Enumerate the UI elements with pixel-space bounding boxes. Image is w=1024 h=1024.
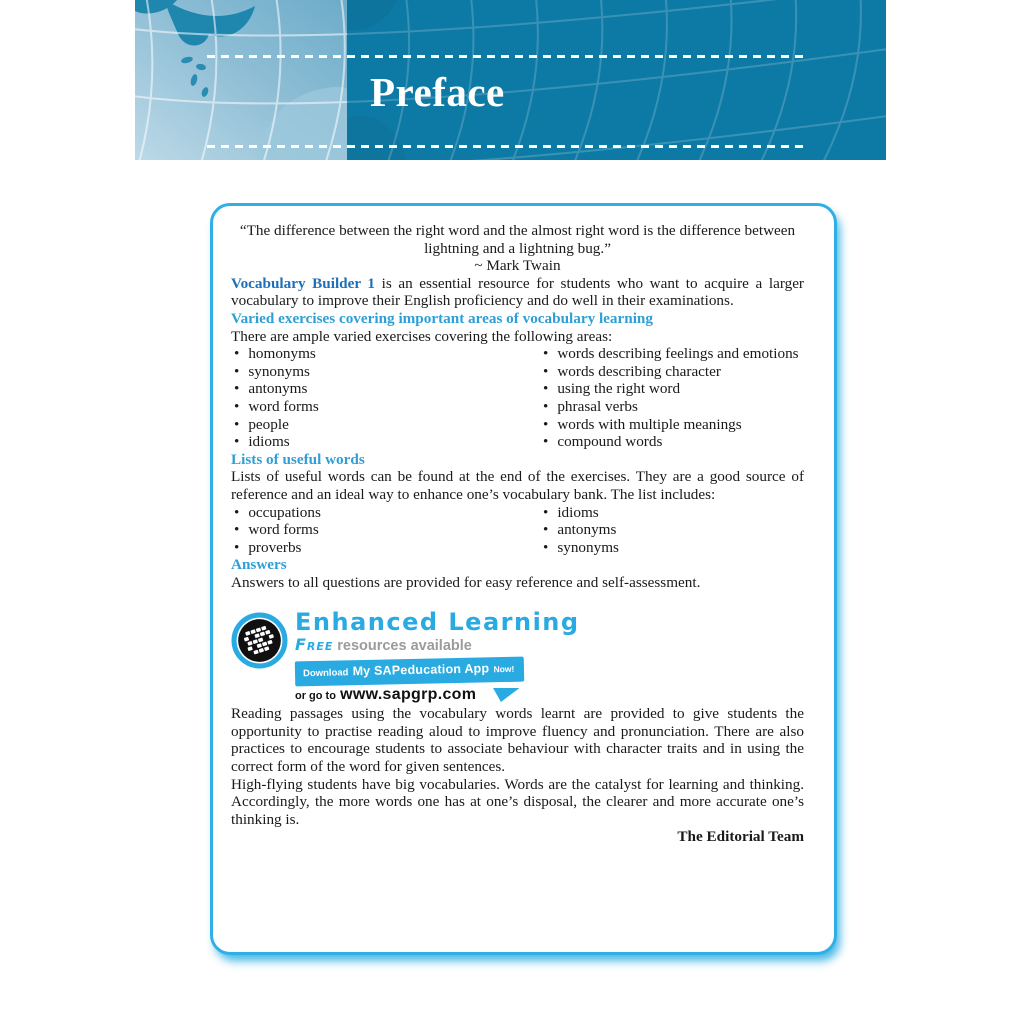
list-item-label: words describing character [557, 362, 721, 380]
useful-words-lead: Lists of useful words can be found at the end of the exercises. They are a good source of reference and an ideal way to enhance one’s vocabulary bank. The list includes: [231, 468, 804, 503]
list-item [540, 380, 804, 398]
list-item [231, 433, 540, 451]
section-heading-answers: Answers [231, 556, 287, 574]
bullet-icon: • [234, 397, 240, 415]
list-item-label: word forms [248, 397, 319, 415]
list-item-label: words describing feelings and emotions [557, 345, 799, 363]
website-url[interactable]: www.sapgrp.com [340, 685, 477, 703]
bullet-icon: • [234, 415, 240, 433]
list-item-label: antonyms [557, 521, 617, 539]
list-item-label: phrasal verbs [557, 397, 638, 415]
bullet-icon: • [543, 433, 549, 451]
list-item [231, 345, 540, 363]
header-band [135, 0, 886, 160]
banner-download-text: Download [302, 667, 349, 680]
enhanced-learning-logo-text: Enhanced Learning [295, 608, 580, 637]
list-item-label: synonyms [248, 362, 310, 380]
useful-words-column-1 [231, 504, 540, 557]
resources-available-text: resources available [337, 638, 472, 655]
list-item-label: idioms [248, 433, 290, 451]
quote-attribution: ~ Mark Twain [474, 257, 561, 275]
varied-exercises-column-2 [540, 345, 804, 451]
banner-app-name: My SAPeducation App [352, 661, 490, 679]
bullet-icon: • [543, 521, 549, 539]
list-item [231, 363, 540, 381]
website-line [295, 686, 580, 706]
varied-exercises-lists [231, 345, 804, 451]
promo-text-block [295, 609, 580, 705]
app-download-banner [295, 657, 525, 686]
intro-paragraph [231, 275, 804, 310]
bullet-icon: • [234, 503, 240, 521]
quote-text: “The difference between the right word and the almost right word is the difference between lightning and a lightning bug.” [239, 222, 796, 257]
list-item-label: using the right word [557, 380, 681, 398]
list-item-label: people [248, 415, 289, 433]
intro-text: is an essential resource for students who want to acquire a larger vocabulary to improve their English proficiency and do well in their examinations. [231, 274, 804, 310]
bullet-icon: • [543, 345, 549, 363]
useful-words-column-2 [540, 504, 804, 557]
list-item [540, 398, 804, 416]
enhanced-learning-promo [231, 609, 804, 705]
header-dashed-line-top [207, 55, 807, 58]
keyboard-circle-icon [231, 612, 288, 669]
bullet-icon: • [543, 538, 549, 556]
globe-graphic [135, 0, 886, 160]
bullet-icon: • [234, 538, 240, 556]
useful-words-lists [231, 504, 804, 557]
list-item [540, 521, 804, 539]
epigraph-quote [231, 222, 804, 275]
list-item [540, 539, 804, 557]
list-item [231, 416, 540, 434]
varied-exercises-column-1 [231, 345, 540, 451]
list-item-label: compound words [557, 433, 663, 451]
bullet-icon: • [543, 503, 549, 521]
free-word: Free [295, 635, 334, 655]
bullet-icon: • [234, 380, 240, 398]
varied-exercises-lead: There are ample varied exercises covering the following areas: [231, 327, 613, 345]
bullet-icon: • [234, 345, 240, 363]
list-item [540, 433, 804, 451]
section-heading-useful-words: Lists of useful words [231, 450, 365, 468]
book-title: Vocabulary Builder 1 [231, 274, 376, 292]
header-dashed-line-bottom [207, 145, 807, 148]
page-title: Preface [370, 69, 505, 115]
list-item [231, 380, 540, 398]
list-item-label: proverbs [248, 538, 302, 556]
answers-body: Answers to all questions are provided for easy reference and self-assessment. [231, 573, 701, 591]
list-item [231, 398, 540, 416]
editorial-team-signature: The Editorial Team [677, 828, 804, 846]
bullet-icon: • [543, 362, 549, 380]
list-item-label: word forms [248, 521, 319, 539]
list-item-label: homonyms [248, 345, 316, 363]
list-item-label: occupations [248, 503, 321, 521]
speech-bubble-tail-icon [487, 688, 520, 702]
or-go-to-text: or go to [295, 689, 336, 702]
preface-content-box [210, 203, 837, 955]
list-item-label: antonyms [248, 380, 308, 398]
closing-paragraph: High-flying students have big vocabularies. Words are the catalyst for learning and thinking. Accordingly, the more words one has at one’s disposal, the clearer and more accurate one’s thinking is. [231, 775, 804, 828]
bullet-icon: • [234, 433, 240, 451]
list-item [231, 539, 540, 557]
preface-content [213, 206, 834, 846]
list-item-label: idioms [557, 503, 599, 521]
list-item [540, 416, 804, 434]
bullet-icon: • [543, 380, 549, 398]
list-item [231, 504, 540, 522]
list-item [540, 363, 804, 381]
list-item-label: synonyms [557, 538, 619, 556]
banner-now-text: Now! [493, 663, 515, 675]
list-item [540, 345, 804, 363]
bullet-icon: • [543, 415, 549, 433]
bullet-icon: • [234, 362, 240, 380]
free-resources-line [295, 636, 580, 656]
list-item [540, 504, 804, 522]
bullet-icon: • [234, 521, 240, 539]
list-item-label: words with multiple meanings [557, 415, 742, 433]
list-item [231, 521, 540, 539]
section-heading-varied-exercises: Varied exercises covering important areas of vocabulary learning [231, 309, 653, 327]
reading-passages-paragraph: Reading passages using the vocabulary words learnt are provided to give students the opportunity to practise reading aloud to improve fluency and pronunciation. There are also practices to encourage students to associate behaviour with character traits and in using the correct form of the word for given sentences. [231, 705, 804, 776]
bullet-icon: • [543, 397, 549, 415]
